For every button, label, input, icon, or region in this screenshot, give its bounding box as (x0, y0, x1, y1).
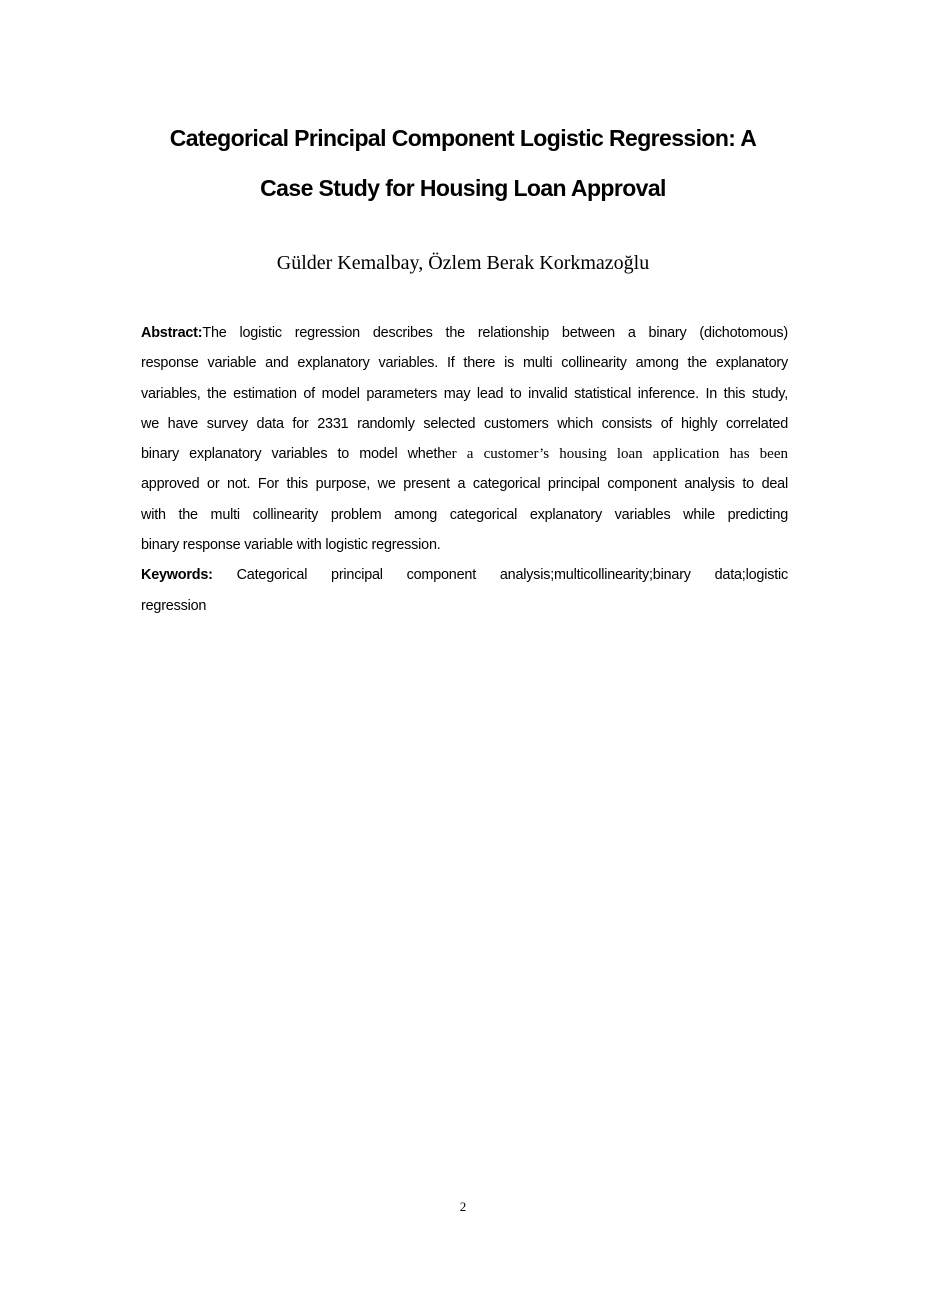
keywords-line-1 (141, 560, 788, 590)
authors: Gülder Kemalbay, Özlem Berak Korkmazoğlu (276, 252, 650, 274)
abstract-line-7: with the multi collinearity problem among categorical explanatory variables while predicting (141, 506, 788, 523)
keywords-label: Keywords: (141, 567, 213, 584)
paper-title (100, 113, 826, 213)
abstract-line-5 (141, 439, 788, 469)
keywords-line-2: regression (141, 597, 207, 614)
page-number: 2 (459, 1199, 467, 1214)
paper-title-line-1: Categorical Principal Component Logistic Regression: A (169, 125, 757, 151)
abstract-line-8: binary response variable with logistic regression. (141, 537, 441, 554)
abstract-line-4: we have survey data for 2331 randomly selected customers which consists of highly correlated (141, 415, 788, 432)
abstract-label: Abstract: (141, 325, 203, 341)
abstract-text-1: The logistic regression describes the relationship between a binary (dichotomous) (202, 325, 788, 341)
abstract-line-6: approved or not. For this purpose, we present a categorical principal component analysis to deal (141, 476, 788, 493)
abstract-line-2: response variable and explanatory variables. If there is multi collinearity among the explanatory (141, 355, 788, 372)
abstract-text-5a: binary explanatory variables to model wheth (141, 446, 446, 463)
abstract-line-1 (141, 318, 788, 348)
paper-title-line-2: Case Study for Housing Loan Approval (260, 175, 666, 201)
abstract-text-5b: er a customer’s housing loan application has been (445, 446, 788, 463)
keywords-text: Categorical principal component analysis;multicollinearity;binary data;logistic (236, 567, 788, 584)
abstract-section (141, 318, 788, 621)
abstract-line-3: variables, the estimation of model parameters may lead to invalid statistical inference. In this study, (141, 385, 788, 402)
